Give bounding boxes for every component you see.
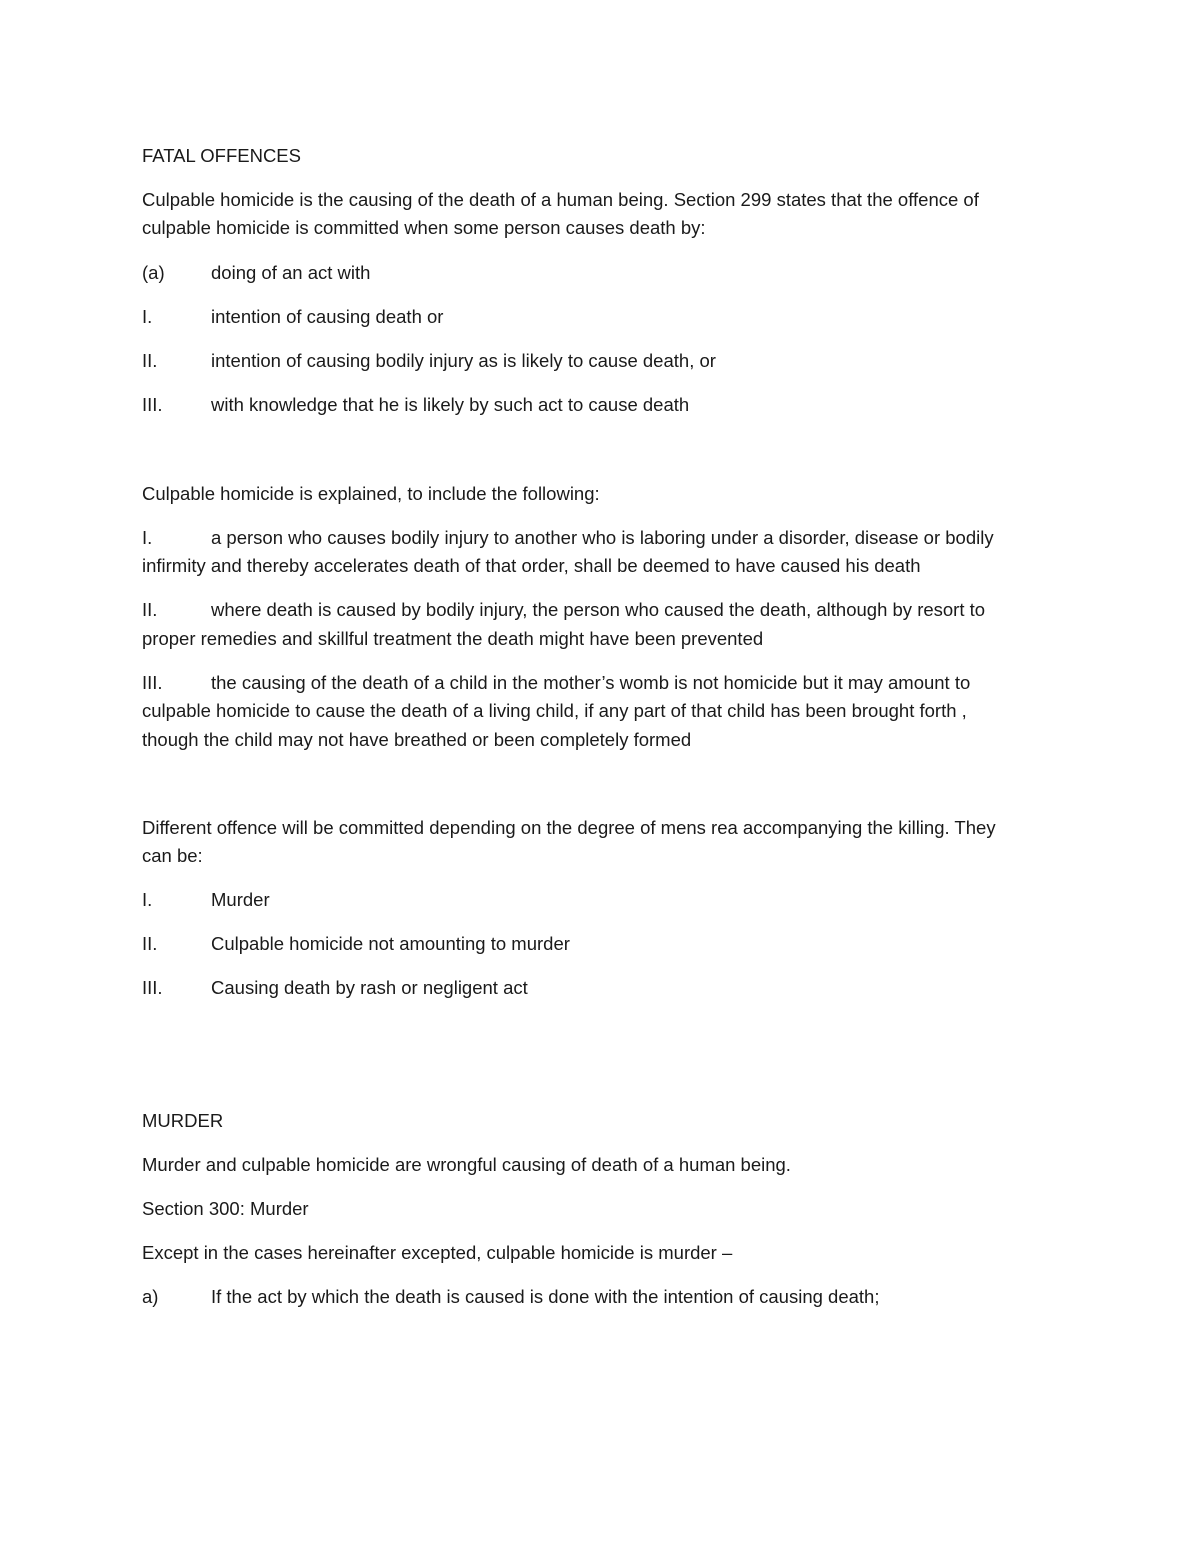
heading-murder: MURDER — [142, 1110, 224, 1131]
list-item-continuation: though the child may not have breathed or been completely formed — [142, 729, 692, 750]
list-item-text: Causing death by rash or negligent act — [211, 977, 528, 998]
list-item-text: where death is caused by bodily injury, the person who caused the death, although by resort to — [211, 599, 986, 620]
list-item-label: III. — [142, 977, 163, 998]
list-item-continuation: culpable homicide to cause the death of a living child, if any part of that child has been brought forth , — [142, 700, 967, 721]
list-item-label: II. — [142, 350, 158, 371]
intro-line-2: culpable homicide is committed when some person causes death by: — [142, 217, 706, 238]
list-item-text: with knowledge that he is likely by such act to cause death — [211, 394, 690, 415]
list-item-label: a) — [142, 1286, 159, 1307]
explained-intro: Culpable homicide is explained, to include the following: — [142, 483, 600, 504]
except-clause: Except in the cases hereinafter excepted, culpable homicide is murder – — [142, 1242, 733, 1263]
list-item-continuation: infirmity and thereby accelerates death of that order, shall be deemed to have caused his death — [142, 555, 921, 576]
list-item-label: II. — [142, 933, 158, 954]
list-item-label: (a) — [142, 262, 165, 283]
list-item-label: III. — [142, 394, 163, 415]
list-item-text: the causing of the death of a child in the mother’s womb is not homicide but it may amount to — [211, 672, 971, 693]
list-item-text: Culpable homicide not amounting to murder — [211, 933, 570, 954]
list-item-label: I. — [142, 306, 153, 327]
heading-fatal-offences: FATAL OFFENCES — [142, 145, 301, 166]
list-item-label: II. — [142, 599, 158, 620]
list-item-label: III. — [142, 672, 163, 693]
different-offence-line-1: Different offence will be committed depending on the degree of mens rea accompanying the killing. They — [142, 817, 996, 838]
section-300-title: Section 300: Murder — [142, 1198, 309, 1219]
list-item-label: I. — [142, 527, 153, 548]
list-item-text: intention of causing death or — [211, 306, 444, 327]
list-item-text: If the act by which the death is caused is done with the intention of causing death; — [211, 1286, 880, 1307]
list-item-text: doing of an act with — [211, 262, 371, 283]
different-offence-line-2: can be: — [142, 845, 203, 866]
intro-line-1: Culpable homicide is the causing of the death of a human being. Section 299 states that the offence of — [142, 189, 979, 210]
list-item-text: intention of causing bodily injury as is likely to cause death, or — [211, 350, 716, 371]
list-item-continuation: proper remedies and skillful treatment the death might have been prevented — [142, 628, 764, 649]
list-item-text: Murder — [211, 889, 270, 910]
murder-definition: Murder and culpable homicide are wrongful causing of death of a human being. — [142, 1154, 791, 1175]
list-item-label: I. — [142, 889, 153, 910]
list-item-text: a person who causes bodily injury to another who is laboring under a disorder, disease or bodily — [211, 527, 994, 548]
